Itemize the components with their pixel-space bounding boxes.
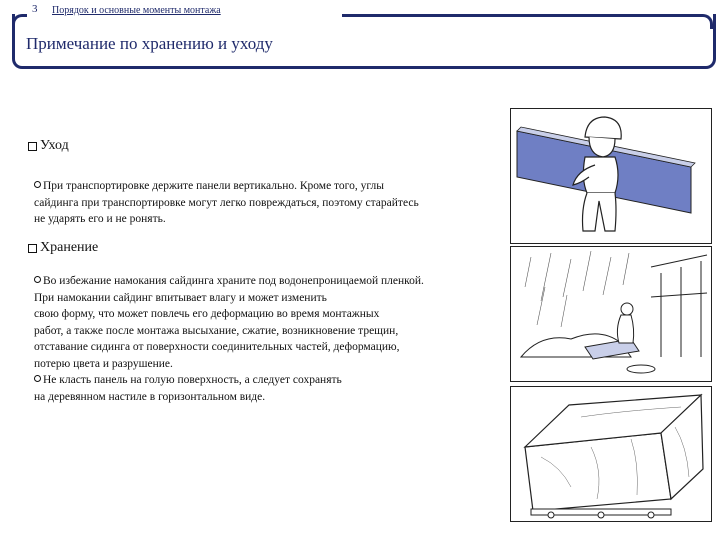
storage-line: работ, а также после монтажа высыхание, сжатие, возникновение трещин, bbox=[34, 324, 399, 337]
section-title: Порядок и основные моменты монтажа bbox=[52, 5, 221, 16]
storage-line: потерю цвета и разрушение. bbox=[34, 357, 173, 370]
storage-line: Не класть панель на голую поверхность, а следует сохранять bbox=[34, 372, 524, 389]
care-heading-label: Уход bbox=[40, 138, 69, 153]
helmet bbox=[585, 117, 621, 139]
illustration-covered-stack bbox=[510, 386, 712, 522]
worker-legs bbox=[583, 193, 617, 231]
storage-heading bbox=[28, 240, 98, 256]
care-line: сайдинга при транспортировке могут легко повреждаться, поэтому старайтесь bbox=[34, 196, 419, 209]
storage-line: отставание сидинга от поверхности соединительных частей, деформацию, bbox=[34, 341, 400, 353]
storage-text bbox=[34, 273, 524, 405]
bullet-ring-icon bbox=[34, 276, 41, 283]
bullet-ring-icon bbox=[34, 181, 41, 188]
page-title: Примечание по хранению и уходу bbox=[26, 34, 273, 53]
care-line: При транспортировке держите панели вертикально. Кроме того, углы bbox=[34, 178, 514, 195]
storage-heading-label: Хранение bbox=[40, 240, 99, 255]
checkbox-square-icon bbox=[28, 142, 37, 151]
care-line: не ударять его и не ронять. bbox=[34, 213, 166, 225]
illustration-carrying-panel bbox=[510, 108, 712, 244]
storage-line: При намокании сайдинг впитывает влагу и может изменить bbox=[34, 291, 327, 304]
bullet-ring-icon bbox=[34, 375, 41, 382]
care-text bbox=[34, 178, 514, 228]
care-heading bbox=[28, 138, 69, 154]
illustration-storing-in-rain bbox=[510, 246, 712, 382]
storage-line: Во избежание намокания сайдинга храните под водонепроницаемой пленкой. bbox=[34, 273, 524, 290]
checkbox-square-icon bbox=[28, 244, 37, 253]
section-number: 3 bbox=[32, 3, 38, 15]
storage-line: свою форму, что может повлечь его деформацию во время монтажных bbox=[34, 308, 380, 320]
storage-line: на деревянном настиле в горизонтальном виде. bbox=[34, 390, 266, 403]
